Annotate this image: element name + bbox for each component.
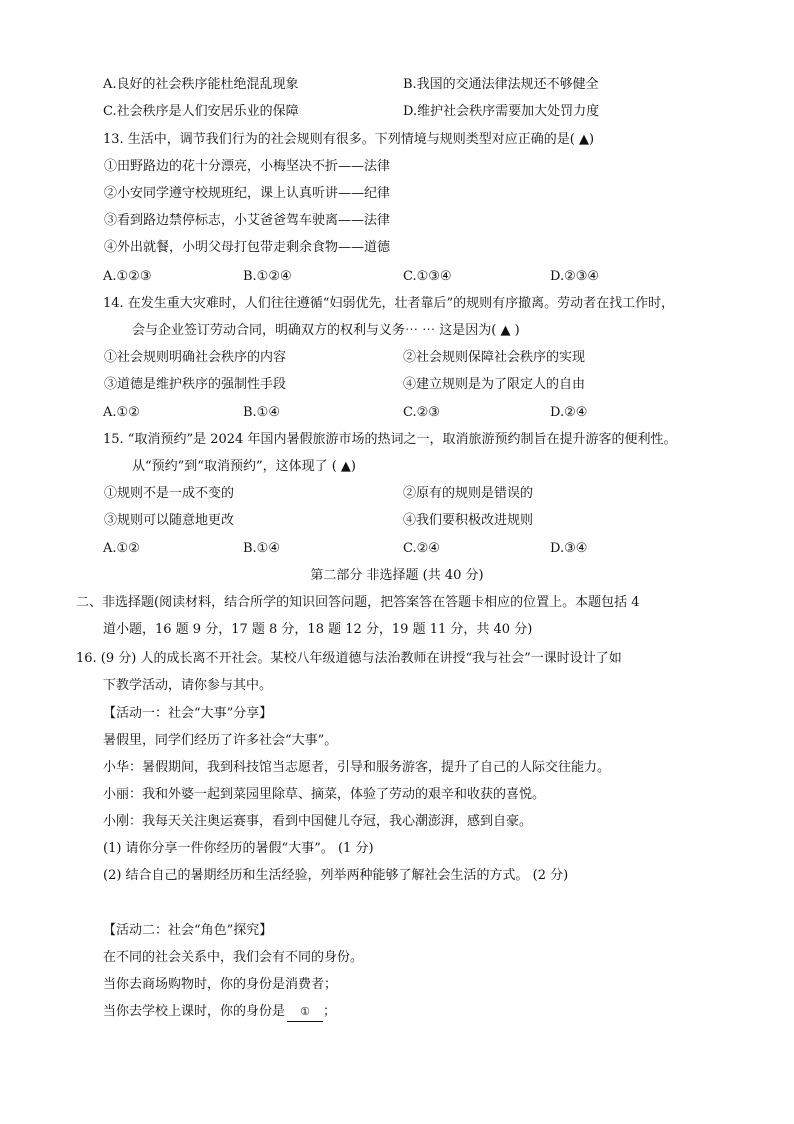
q14-stem-line1: 14. 在发生重大灾难时，人们往往遵循“妇弱优先，壮者靠后”的规则有序撤离。劳动者在找工作时，	[103, 296, 675, 311]
q13-option-a: A.①②③	[103, 269, 152, 284]
q16-stem-line1: 16. (9 分) 人的成长离不开社会。某校八年级道德与法治教师在讲授“我与社会”一课时设计了如	[76, 651, 622, 666]
q13-item-2: ②小安同学遵守校规班纪，课上认真听讲——纪律	[104, 186, 391, 201]
q16-stem-line2: 下教学活动，请你参与其中。	[103, 678, 273, 693]
q13-item-4: ④外出就餐，小明父母打包带走剩余食物——道德	[104, 240, 391, 255]
q16-subquestion-2: (2) 结合自己的暑期经历和生活经验，列举两种能够了解社会生活的方式。 (2 分)	[103, 868, 569, 883]
q15-option-c: C.②④	[403, 541, 440, 556]
q13-item-1: ①田野路边的花十分漂亮，小梅坚决不折——法律	[104, 159, 391, 174]
q15-item-1: ①规则不是一成不变的	[104, 486, 235, 501]
q13-item-3: ③看到路边禁停标志，小艾爸爸驾车驶离——法律	[104, 213, 391, 228]
q16-activity1-title: 【活动一：社会“大事”分享】	[103, 706, 273, 721]
q13-option-b: B.①②④	[243, 269, 292, 284]
q16-activity1-line-3: 小丽：我和外婆一起到菜园里除草、摘菜，体验了劳动的艰辛和收获的喜悦。	[103, 787, 546, 802]
blank-label: ①	[300, 1005, 310, 1018]
q14-option-a: A.①②	[103, 405, 140, 420]
q15-stem-line2: 从“预约”到“取消预约”，这体现了 ( ▲)	[132, 459, 356, 474]
q12-option-b: B.我国的交通法律法规还不够健全	[403, 77, 599, 92]
q15-item-3: ③规则可以随意地更改	[104, 513, 235, 528]
q16-activity2-line-1: 在不同的社会关系中，我们会有不同的身份。	[103, 950, 364, 965]
identity-suffix: ；	[323, 1004, 337, 1019]
q13-stem: 13. 生活中，调节我们行为的社会规则有很多。下列情境与规则类型对应正确的是( ▲)	[103, 132, 595, 147]
q16-activity1-line-1: 暑假里，同学们经历了许多社会“大事”。	[103, 733, 338, 748]
q13-option-c: C.①③④	[403, 269, 452, 284]
q14-option-d: D.②④	[550, 405, 588, 420]
part2-instruction-line2: 道小题，16 题 9 分，17 题 8 分，18 题 12 分，19 题 11 分，共 40 分)	[103, 622, 533, 637]
q16-activity1-line-4: 小刚：我每天关注奥运赛事，看到中国健儿夺冠，我心潮澎湃，感到自豪。	[103, 814, 533, 829]
q15-item-2: ②原有的规则是错误的	[403, 486, 534, 501]
q16-activity2-title: 【活动二：社会“角色”探究】	[103, 923, 273, 938]
identity-prompt: 当你去学校上课时，你的身份是	[103, 1004, 286, 1019]
q14-item-2: ②社会规则保障社会秩序的实现	[403, 350, 586, 365]
q14-option-c: C.②③	[403, 405, 440, 420]
q13-option-d: D.②③④	[550, 269, 600, 284]
q16-activity2-line-2: 当你去商场购物时，你的身份是消费者；	[103, 977, 338, 992]
q16-subquestion-1: (1) 请你分享一件你经历的暑假“大事”。 (1 分)	[103, 841, 374, 856]
q15-option-b: B.①④	[243, 541, 280, 556]
q12-option-d: D.维护社会秩序需要加大处罚力度	[403, 104, 600, 119]
q14-stem-line2: 会与企业签订劳动合同，明确双方的权利与义务⋯ ⋯ 这是因为( ▲ )	[132, 323, 520, 338]
part2-instruction-line1: 二、非选择题(阅读材料，结合所学的知识回答问题，把答案答在答题卡相应的位置上。本题包括 4	[76, 595, 640, 610]
q14-item-4: ④建立规则是为了限定人的自由	[403, 377, 586, 392]
q14-item-1: ①社会规则明确社会秩序的内容	[104, 350, 287, 365]
q16-activity2-line-3	[103, 1003, 336, 1022]
q16-activity1-line-2: 小华：暑假期间，我到科技馆当志愿者，引导和服务游客，提升了自己的人际交往能力。	[103, 760, 611, 775]
q15-option-a: A.①②	[103, 541, 140, 556]
answer-blank-1	[287, 1003, 323, 1022]
part2-title: 第二部分 非选择题 (共 40 分)	[310, 568, 484, 583]
q14-option-b: B.①④	[243, 405, 280, 420]
q12-option-a: A.良好的社会秩序能杜绝混乱现象	[103, 77, 299, 92]
q15-option-d: D.③④	[550, 541, 588, 556]
q15-stem-line1: 15. “取消预约”是 2024 年国内暑假旅游市场的热词之一，取消旅游预约制旨在提升游客的便利性。	[103, 432, 677, 447]
q15-item-4: ④我们要积极改进规则	[403, 513, 534, 528]
q14-item-3: ③道德是维护秩序的强制性手段	[104, 377, 287, 392]
q12-option-c: C.社会秩序是人们安居乐业的保障	[103, 104, 299, 119]
